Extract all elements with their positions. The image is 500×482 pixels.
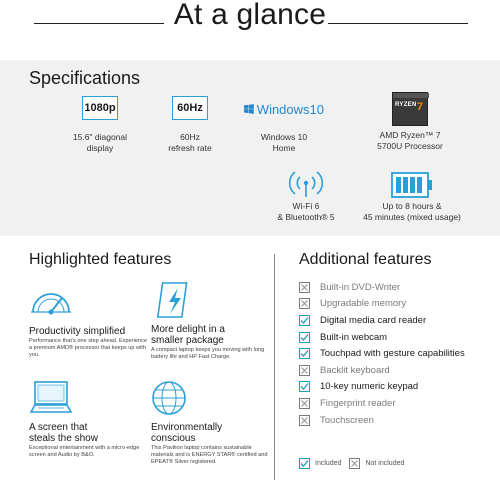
feature-name: Productivity simplified xyxy=(29,326,126,337)
windows-icon xyxy=(244,101,254,117)
specifications-section xyxy=(0,60,500,236)
feature-compact xyxy=(151,280,269,361)
check-icon xyxy=(299,332,310,343)
additional-feature-label: Touchscreen xyxy=(320,414,374,426)
spec-os xyxy=(244,98,324,154)
additional-feature-item xyxy=(299,395,489,412)
gauge-icon xyxy=(29,282,73,324)
chip-brand: RYZEN xyxy=(395,102,417,108)
additional-feature-item xyxy=(299,296,489,313)
feature-productivity xyxy=(29,282,147,359)
additional-feature-item xyxy=(299,329,489,346)
spec-caption: AMD Ryzen™ 7 5700U Processor xyxy=(377,130,443,151)
additional-features-heading: Additional features xyxy=(299,251,432,268)
additional-feature-label: Digital media card reader xyxy=(320,314,427,326)
spec-wireless xyxy=(264,166,348,223)
wifi-icon xyxy=(288,166,324,198)
additional-feature-item xyxy=(299,412,489,429)
laptop-screen-icon xyxy=(29,378,73,420)
resolution-badge: 1080p xyxy=(82,96,118,120)
cross-icon xyxy=(299,398,310,409)
feature-description: This Pavilion laptop contains sustainable materials and is ENERGY STAR® certified and EPEAT® Silver registered. xyxy=(151,445,268,465)
spec-caption: 15.6" diagonal display xyxy=(72,132,128,153)
check-icon xyxy=(299,315,310,326)
additional-feature-item xyxy=(299,345,489,362)
feature-description: Performance that's one step ahead. Experience a premium AMD® processor that keeps up with you. xyxy=(29,338,147,358)
additional-feature-item xyxy=(299,312,489,329)
legend xyxy=(299,458,412,469)
header-rule-right xyxy=(328,23,468,24)
additional-feature-label: Fingerprint reader xyxy=(320,397,396,409)
globe-icon xyxy=(151,378,195,420)
additional-feature-item xyxy=(299,362,489,379)
cross-icon xyxy=(299,365,310,376)
feature-description: Exceptional entertainment with a micro-edge screen and Audio by B&O. xyxy=(29,445,140,458)
legend-included: Included xyxy=(299,458,341,469)
additional-feature-item xyxy=(299,279,489,296)
spec-caption: Up to 8 hours & 45 minutes (mixed usage) xyxy=(363,201,461,222)
windows-logo xyxy=(244,98,324,120)
page-title: At a glance xyxy=(173,0,327,31)
highlighted-features-heading: Highlighted features xyxy=(29,251,172,268)
windows-logo-text: Windows10 xyxy=(256,101,324,117)
refresh-rate-badge: 60Hz xyxy=(172,96,208,120)
check-icon xyxy=(299,348,310,359)
additional-feature-label: Upgradable memory xyxy=(320,298,407,310)
specifications-heading: Specifications xyxy=(29,68,141,88)
additional-feature-label: Built-in DVD-Writer xyxy=(320,281,401,293)
legend-not-included: Not included xyxy=(349,458,404,469)
cross-icon xyxy=(299,415,310,426)
additional-feature-label: Backlit keyboard xyxy=(320,364,390,376)
feature-description: A compact laptop keeps you moving with long battery life and HP Fast Charge. xyxy=(151,347,265,360)
check-icon xyxy=(299,381,310,392)
section-divider xyxy=(274,254,275,480)
cross-icon xyxy=(299,298,310,309)
spec-refresh-rate xyxy=(150,96,230,154)
fast-charge-icon xyxy=(151,280,195,322)
additional-feature-label: Touchpad with gesture capabilities xyxy=(320,348,465,360)
feature-name: A screen that steals the show xyxy=(29,422,98,444)
additional-feature-label: 10-key numeric keypad xyxy=(320,381,419,393)
battery-icon xyxy=(391,172,433,198)
processor-chip xyxy=(392,92,428,126)
feature-screen xyxy=(29,378,147,459)
cross-icon xyxy=(349,458,360,469)
check-icon xyxy=(299,458,310,469)
spec-battery xyxy=(358,172,466,223)
feature-name: Environmentally conscious xyxy=(151,422,223,444)
additional-features-list xyxy=(299,279,489,428)
feature-environment xyxy=(151,378,269,466)
spec-caption: Windows 10 Home xyxy=(260,132,308,153)
feature-name: More delight in a smaller package xyxy=(151,324,225,346)
chip-number: 7 xyxy=(416,101,423,113)
spec-display xyxy=(60,96,140,154)
spec-caption: 60Hz refresh rate xyxy=(168,132,212,153)
header xyxy=(0,0,500,36)
cross-icon xyxy=(299,282,310,293)
additional-feature-item xyxy=(299,379,489,396)
spec-caption: Wi-Fi 6 & Bluetooth® 5 xyxy=(277,201,335,222)
spec-processor xyxy=(362,92,458,152)
additional-feature-label: Built-in webcam xyxy=(320,331,388,343)
